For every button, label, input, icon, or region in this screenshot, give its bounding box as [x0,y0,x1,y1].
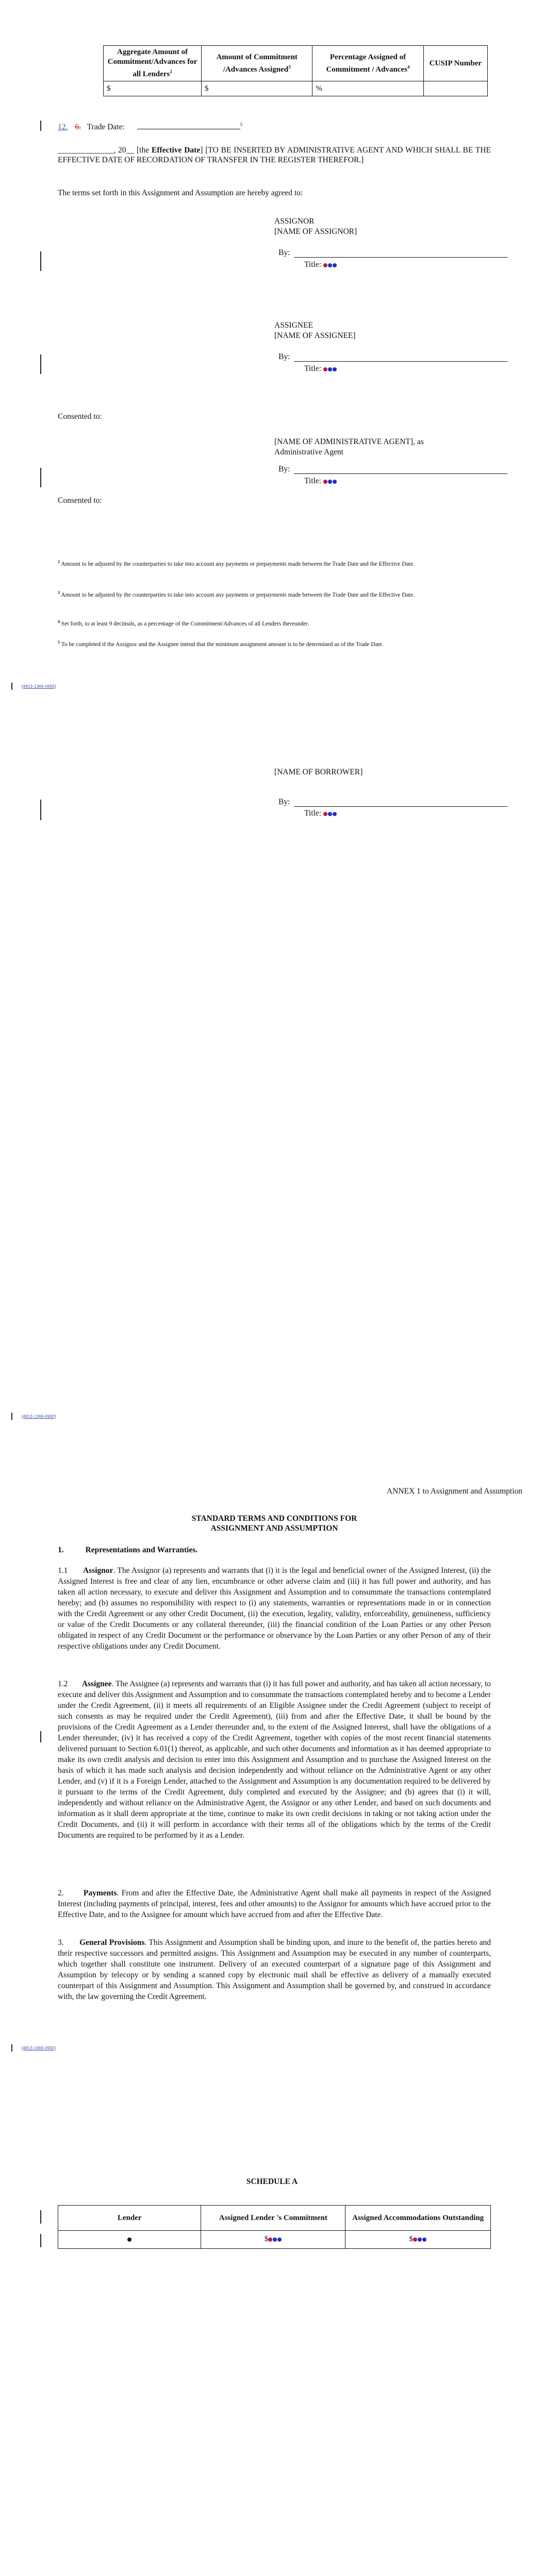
footnote-5: $^5$ To be completed if the Assignor and the Assignee intend that the minimum assignment amount is to be determined as of the Trade Date. [58,640,384,648]
black-dot [127,2238,131,2242]
agreed-sentence: The terms set forth in this Assignment and Assumption are hereby agreed to: [58,189,303,197]
trade-date-label: Trade Date: [87,123,125,131]
allocation-cell-cusip [423,81,487,96]
consent-label-second: Consented to: [58,496,102,505]
item-12-trade-date [58,122,242,132]
red-dot [413,2238,417,2242]
blue-dot [328,367,332,371]
assignee-block [274,320,496,341]
placeholder-dots [323,260,337,269]
footnote-ref: 3 [288,64,291,70]
schedule-header-lender: Lender [58,2206,201,2231]
blue-dot [333,367,337,371]
borrower-name: [NAME OF BORROWER] [274,768,363,776]
agent-name: [NAME OF ADMINISTRATIVE AGENT], as [274,437,424,446]
change-bar [11,2044,12,2052]
allocation-header-assigned: Amount of Commitment /Advances Assigned$^3$ [202,46,312,81]
document-code[interactable]: [4813-1369-0992] [22,2046,56,2050]
assignor-by-line: By: [278,248,507,258]
blue-dot [328,812,332,816]
section-1-2: 1.2 Assignee. The Assignee (a) represents and warrants that (i) it has full power and authority, and has taken all action necessary, to execute and deliver this Assignment and Assumption and to consummate the transactions contemplated hereby and to become a Lender under the Credit Agreement, (ii) it meets all requirements of an Eligible Assignee under the Credit Agreement (subject to receipt of such consents as may be required under the Credit Agreement), (iii) from and after the Effective Date, it shall be bound by the provisions of the Credit Agreement as a Lender thereunder and, to the extent of the Assigned Interest, shall have the obligations of a Lender thereunder, (iv) it has received a copy of the Credit Agreement, together with copies of the most recent financial statements delivered pursuant to Section 6.01(1) thereof, as applicable, and such other documents and information as it has deemed appropriate to make its own credit analysis and decision to enter into this Assignment and Assumption and to purchase the Assigned Interest on the basis of which it has made such analysis and decision independently and without reliance on the Administrative Agent or any other Lender, and (v) if it is a Foreign Lender, attached to the Assignment and Assumption is any documentation required to be delivered by it pursuant to the terms of the Credit Agreement, duly completed and executed by the Assignee; and (b) agrees that (i) it will, independently and without reliance on the Administrative Agent, the Assignor or any other Lender, and based on such documents and information as it shall deem appropriate at the time, continue to make its own credit decisions in taking or not taking action under the Credit Documents, and (ii) it will perform in accordance with their terms all of the obligations which by the terms of the Credit Documents are required to be performed by it as a Lender. [58,1680,491,1840]
schedule-a-table [58,2205,491,2249]
assignee-by-line: By: [278,352,507,362]
placeholder-dots [323,364,337,374]
blue-dot [418,2238,422,2242]
blue-dot [333,480,337,484]
red-dot [268,2238,272,2242]
assignee-title-line: Title: [304,364,337,374]
assignor-title-line: Title: [304,260,337,269]
footnote-ref: 5 [240,122,243,127]
item-number: 12. [58,123,68,131]
change-bar [40,251,41,271]
footnote-2: $^2$ Amount to be adjusted by the counterparties to take into account any payments or prepayments made between the Trade Date and the Effective Date. [58,560,415,567]
change-bar [40,2234,41,2247]
allocation-cell-assigned: $ [202,81,312,96]
red-dot [323,367,327,371]
schedule-header-outstanding: Assigned Accommodations Outstanding [345,2206,491,2231]
allocation-cell-aggregate: $ [104,81,202,96]
section-1-1: 1.1 Assignor. The Assignor (a) represents and warrants that (i) it is the legal and beneficial owner of the Assigned Interest, (ii) the Assigned Interest is free and clear of any lien, encumbrance or other adverse claim and (iii) it has full power and authority, and has taken all action necessary, to execute and deliver this Assignment and Assumption and to consummate the transactions contemplated hereby; and (b) assumes no responsibility with respect to (i) any statements, warranties or representations made in or in connection with the Credit Agreement or any other Credit Document, (ii) the execution, legality, validity, enforceability, genuineness, sufficiency or value of the Credit Documents or any collateral thereunder, (iii) the financial condition of the Loan Parties or any other Person obligated in respect of any Credit Document or the performance or observance by the Loan Parties or any other Person of any of their respective obligations under any Credit Document. [58,1566,491,1651]
schedule-a-row [58,2231,491,2249]
section-1-heading: 1. Representations and Warranties. [58,1546,198,1554]
placeholder-dots [413,2235,427,2244]
assignor-block [274,216,496,237]
assignee-name: [NAME OF ASSIGNEE] [274,331,356,340]
agent-role: Administrative Agent [274,448,343,456]
blue-dot [328,263,332,267]
allocation-header-aggregate: Aggregate Amount of Commitment/Advances for all Lenders$^2$ [104,46,202,81]
assignee-heading: ASSIGNEE [274,321,313,330]
agent-title-line: Title: [304,477,337,486]
assignor-heading: ASSIGNOR [274,217,315,226]
blue-dot [277,2238,282,2242]
section-3: 3. General Provisions. This Assignment and Assumption shall be binding upon, and inure to the benefit of, the parties hereto and their respective successors and permitted assigns. This Assignment and Assumption may be executed in any number of counterparts, which together shall constitute one instrument. Delivery of an executed counterpart of a signature page of this Assignment and Assumption by telecopy or by sending a scanned copy by electronic mail shall be effective as delivery of a manually executed counterpart of this Assignment and Assumption. This Assignment and Assumption shall be governed by, and construed in accordance with, the law governing the Credit Agreement. [58,1938,491,2001]
allocation-cell-percentage: % [312,81,423,96]
borrower-by-line: By: [278,798,507,807]
footnote-ref: 4 [407,64,410,70]
allocation-header-cusip: CUSIP Number [423,46,487,81]
document-code[interactable]: [4813-1369-0992] [22,1414,56,1419]
red-dot [323,480,327,484]
red-dot [323,263,327,267]
change-bar [40,1731,41,1742]
assignor-name: [NAME OF ASSIGNOR] [274,227,357,236]
schedule-a-title: SCHEDULE A [246,2177,298,2186]
allocation-table-header-row [104,46,488,81]
allocation-header-percentage: Percentage Assigned of Commitment / Advances$^4$ [312,46,423,81]
consent-label: Consented to: [58,412,102,421]
red-dot [323,812,327,816]
trade-date-blank[interactable] [137,122,240,129]
section-2: 2. Payments. From and after the Effective Date, the Administrative Agent shall make all payments in respect of the Assigned Interest (including payments of principal, interest, fees and other amounts) to the Assignor for amounts which have accrued prior to the Effective Date, and to the Assignee for amount which have accrued from and after the Effective Date. [58,1889,491,1919]
borrower-signature-field[interactable] [294,799,507,807]
allocation-table-row [104,81,488,96]
schedule-header-commitment: Assigned Lender 's Commitment [201,2206,345,2231]
schedule-a-table-wrap [58,2205,491,2249]
annex-label: ANNEX 1 to Assignment and Assumption [386,1487,522,1496]
placeholder-dots [323,477,337,486]
blue-dot [328,480,332,484]
change-bar [40,468,41,487]
schedule-cell-outstanding: $ [345,2231,491,2249]
change-bar [40,2210,41,2224]
document-code[interactable]: [4813-1369-0992] [22,684,56,689]
placeholder-dots [268,2235,282,2244]
struck-item-number: 6. [75,123,81,131]
allocation-table-wrap [103,45,488,96]
footnote-4: $^4$ Set forth, to at least 9 decimals, as a percentage of the Commitment/Advances of all Lenders thereunder. [58,619,309,627]
agent-by-line: By: [278,465,507,474]
change-bar [40,800,41,820]
assignee-signature-field[interactable] [294,353,507,362]
borrower-title-line: Title: [304,809,337,818]
placeholder-dots [323,809,337,818]
change-bar [40,354,41,374]
agent-signature-field[interactable] [294,466,507,474]
change-bar [11,1413,12,1420]
blue-dot [273,2238,277,2242]
schedule-a-header-row [58,2206,491,2231]
blue-dot [422,2238,426,2242]
assignor-signature-field[interactable] [294,249,507,258]
allocation-table [103,45,488,96]
schedule-cell-lender [58,2231,201,2249]
schedule-cell-commitment: $ [201,2231,345,2249]
effective-date-paragraph: ______________, 20__ [the Effective Date] [TO BE INSERTED BY ADMINISTRATIVE AGENT AND WHICH SHALL BE THE EFFECTIVE DATE OF RECORDATION OF TRANSFER IN THE REGISTER THEREFOR.] [58,146,491,164]
blue-dot [333,812,337,816]
change-bar [11,683,12,690]
footnote-ref: 2 [170,69,172,74]
blue-dot [333,263,337,267]
annex-title: STANDARD TERMS AND CONDITIONS FOR ASSIGNMENT AND ASSUMPTION [191,1514,357,1533]
footnote-3: $^3$ Amount to be adjusted by the counterparties to take into account any payments or prepayments made between the Trade Date and the Effective Date. [58,590,415,598]
change-bar [40,121,41,131]
agent-block [274,437,496,457]
